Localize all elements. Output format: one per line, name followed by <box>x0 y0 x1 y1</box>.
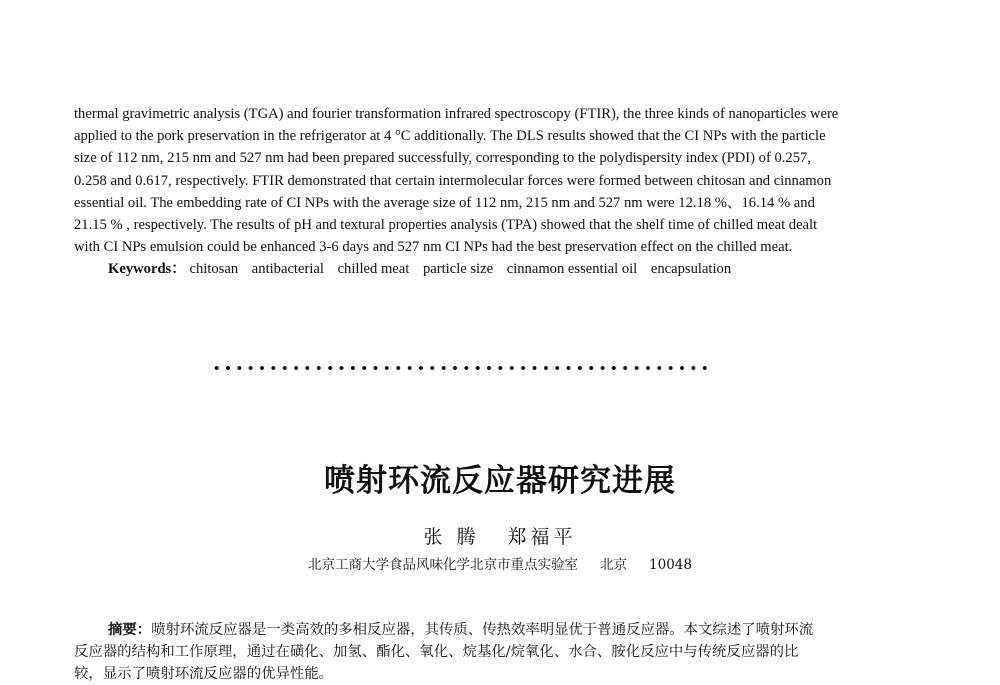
abstract-line: size of 112 nm, 215 nm and 527 nm had been prepared successfully, corresponding to the polydispersity index (PDI) of 0.257, <box>74 150 811 167</box>
author-line <box>0 522 1000 549</box>
abstract-label: 摘要： <box>108 621 152 638</box>
english-abstract <box>74 103 934 258</box>
abstract-text: 喷射环流反应器是一类高效的多相反应器，其传质、传热效率明显优于普通反应器。本文综述了喷射环流 <box>151 622 814 638</box>
affiliation-city: 北京 <box>600 557 628 573</box>
keyword: cinnamon essential oil <box>506 261 638 277</box>
abstract-line: 21.15 % , respectively. The results of pH and textural properties analysis (TPA) showed that the shelf time of chilled meat dealt <box>74 217 818 234</box>
dotted-separator: •••••••••••••••••••••••••••••••••••••••••••• <box>214 362 714 376</box>
abstract-line: thermal gravimetric analysis (TGA) and fourier transformation infrared spectroscopy (FTIR), the three kinds of nanoparticles were <box>74 106 839 122</box>
affiliation-institution: 北京工商大学食品风味化学北京市重点实验室 <box>308 557 579 573</box>
affiliation-postcode: 10048 <box>649 557 692 573</box>
keyword: particle size <box>422 261 494 277</box>
abstract-line: 较，显示了喷射环流反应器的优异性能。 <box>74 666 334 682</box>
affiliation-line <box>0 553 1000 573</box>
keyword: chilled meat <box>337 261 410 277</box>
abstract-line: essential oil. The embedding rate of CI NPs with the average size of 112 nm, 215 nm and 527 nm were 12.18 %、16.14 % and <box>74 194 815 211</box>
keyword: encapsulation <box>650 261 732 277</box>
keyword: chitosan <box>189 261 239 277</box>
abstract-line: applied to the pork preservation in the refrigerator at 4 °C additionally. The DLS results showed that the CI NPs with the particle <box>74 128 826 145</box>
author-name: 郑福平 <box>507 526 577 548</box>
abstract-line <box>74 619 934 641</box>
keywords-line <box>108 258 741 280</box>
author-name: 张 腾 <box>423 526 480 548</box>
abstract-line: 0.258 and 0.617, respectively. FTIR demonstrated that certain intermolecular forces were formed between chitosan and cinnamon <box>74 172 832 189</box>
article-title: 喷射环流反应器研究进展 <box>324 463 676 499</box>
keyword: antibacterial <box>251 261 324 277</box>
chinese-abstract <box>74 619 934 685</box>
keywords-label: Keywords： <box>108 261 186 277</box>
abstract-line: 反应器的结构和工作原理，通过在磺化、加氢、酯化、氧化、烷基化/烷氧化、水合、胺化反应中与传统反应器的比 <box>74 644 799 660</box>
abstract-line: with CI NPs emulsion could be enhanced 3-6 days and 527 nm CI NPs had the best preservation effect on the chilled meat. <box>74 239 793 256</box>
